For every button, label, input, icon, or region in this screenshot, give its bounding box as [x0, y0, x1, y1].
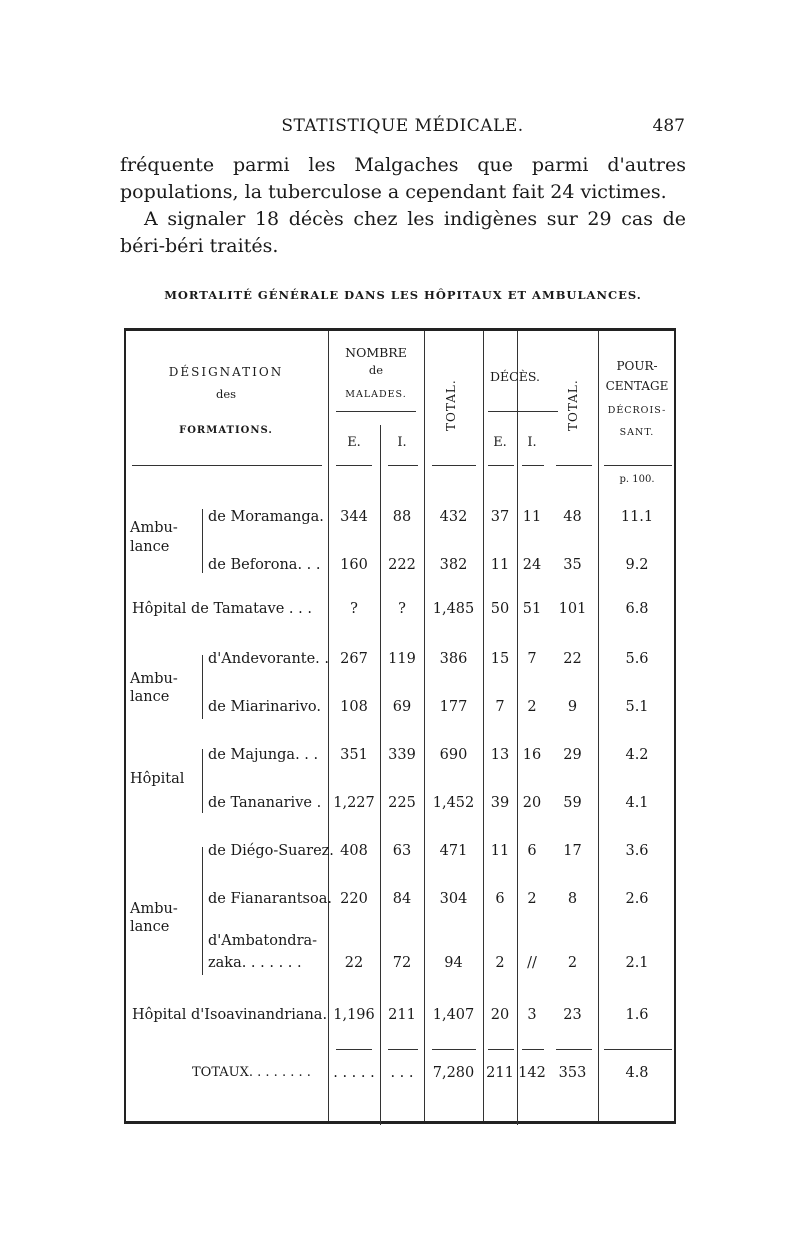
cell-i: 63: [392, 843, 412, 859]
cell-di: //: [527, 955, 537, 971]
row-name: de Miarinarivo.: [208, 699, 321, 715]
cell-i: 72: [392, 955, 412, 971]
cell-i: 119: [388, 651, 416, 667]
totals-label: TOTAUX. . . . . . . .: [192, 1065, 311, 1080]
group-ambulance-1: Ambu-: [130, 520, 178, 536]
group-ambulance-3b: lance: [130, 919, 170, 935]
totals-pct: 4.8: [625, 1065, 649, 1081]
cell-di: 2: [527, 699, 537, 715]
cell-pct: 2.6: [625, 891, 649, 907]
cell-total: 690: [439, 747, 468, 763]
totals-deces-total: 353: [558, 1065, 587, 1081]
paragraph-1: fréquente parmi les Malgaches que parmi d'autres populations, la tuberculose a cependant fait 24 victimes.: [120, 154, 686, 203]
header-pct-1: POUR-: [616, 359, 658, 373]
cell-e: 108: [340, 699, 368, 715]
cell-e: 22: [344, 955, 364, 971]
header-total-deces: TOTAL.: [566, 379, 580, 431]
group-ambulance-2: Ambu-: [130, 671, 178, 687]
row-name: de Majunga. . .: [208, 747, 319, 763]
cell-pct: 1.6: [625, 1007, 649, 1023]
totals-deces-e: 211: [486, 1065, 514, 1081]
header-e: E.: [347, 435, 361, 450]
group-ambulance-1b: lance: [130, 539, 170, 555]
totals-total: 7,280: [432, 1065, 475, 1081]
cell-total: 1,407: [432, 1007, 475, 1023]
cell-di: 16: [522, 747, 542, 763]
cell-dtotal: 48: [563, 509, 582, 525]
row-name: de Diégo-Suarez.: [208, 843, 334, 859]
cell-pct: 2.1: [625, 955, 649, 971]
header-pct-4: SANT.: [619, 427, 655, 438]
cell-di: 3: [527, 1007, 537, 1023]
cell-i: 222: [388, 557, 416, 573]
cell-total: 1,452: [432, 795, 475, 811]
cell-de: 6: [495, 891, 505, 907]
cell-total: 177: [439, 699, 468, 715]
cell-dtotal: 59: [563, 795, 582, 811]
cell-pct: 11.1: [620, 509, 654, 525]
cell-dtotal: 23: [563, 1007, 582, 1023]
paragraph-2: A signaler 18 décès chez les indigènes sur 29 cas de béri-béri traités.: [120, 208, 686, 257]
header-deces-e: E.: [493, 435, 507, 450]
cell-pct: 9.2: [625, 557, 649, 573]
cell-total: 94: [444, 955, 463, 971]
row-name: de Fianarantsoa.: [208, 891, 332, 907]
cell-e: 220: [340, 891, 368, 907]
cell-de: 20: [490, 1007, 510, 1023]
cell-e: 1,227: [333, 795, 375, 811]
running-header: [120, 116, 685, 140]
cell-dtotal: 2: [567, 955, 578, 971]
cell-pct: 5.1: [625, 699, 649, 715]
header-pct-2: CENTAGE: [605, 379, 669, 393]
header-total: TOTAL.: [444, 379, 458, 431]
row-name: zaka. . . . . . .: [208, 955, 302, 971]
cell-i: 211: [388, 1007, 416, 1023]
cell-di: 7: [527, 651, 537, 667]
cell-de: 13: [490, 747, 510, 763]
mortality-table: [124, 328, 676, 1124]
cell-de: 7: [495, 699, 505, 715]
cell-e: 408: [340, 843, 368, 859]
cell-e: 351: [340, 747, 368, 763]
page-number: 487: [652, 116, 685, 136]
cell-total: 304: [439, 891, 468, 907]
header-designation: DÉSIGNATION: [168, 365, 284, 379]
running-title: STATISTIQUE MÉDICALE.: [281, 116, 524, 136]
cell-i: 339: [388, 747, 416, 763]
cell-di: 24: [522, 557, 542, 573]
cell-pct: 4.2: [625, 747, 649, 763]
cell-e: ?: [350, 601, 358, 617]
group-ambulance-2b: lance: [130, 689, 170, 705]
cell-de: 11: [490, 557, 510, 573]
header-deces: DÉCÈS.: [490, 369, 540, 384]
group-hopital: Hôpital: [130, 771, 185, 787]
cell-di: 51: [522, 601, 542, 617]
header-des: des: [215, 387, 237, 401]
cell-total: 432: [439, 509, 468, 525]
row-name: d'Andevorante. .: [208, 651, 330, 667]
cell-de: 39: [490, 795, 510, 811]
cell-di: 11: [522, 509, 542, 525]
row-name: de Moramanga.: [208, 509, 324, 525]
row-name: de Beforona. . .: [208, 557, 321, 573]
cell-di: 20: [522, 795, 542, 811]
cell-total: 382: [439, 557, 468, 573]
cell-pct: 6.8: [625, 601, 649, 617]
cell-pct: 4.1: [625, 795, 649, 811]
cell-de: 50: [490, 601, 510, 617]
body-text: [120, 152, 686, 260]
row-name: de Tananarive .: [208, 795, 322, 811]
cell-total: 1,485: [432, 601, 475, 617]
group-ambulance-3: Ambu-: [130, 901, 178, 917]
cell-dtotal: 35: [563, 557, 582, 573]
cell-i: 88: [392, 509, 412, 525]
cell-e: 160: [340, 557, 368, 573]
cell-dtotal: 8: [567, 891, 578, 907]
totals-i: . . .: [390, 1065, 414, 1081]
cell-total: 471: [439, 843, 468, 859]
cell-dtotal: 29: [563, 747, 582, 763]
cell-pct: 3.6: [625, 843, 649, 859]
header-pct-3: DÉCROIS-: [607, 405, 667, 416]
pct-unit: p. 100.: [619, 474, 655, 485]
totals-deces-i: 142: [518, 1065, 546, 1081]
header-malades: MALADES.: [345, 389, 407, 400]
cell-dtotal: 101: [558, 601, 587, 617]
cell-i: 225: [388, 795, 416, 811]
cell-total: 386: [439, 651, 468, 667]
row-name: Hôpital d'Isoavinandriana.: [132, 1007, 328, 1023]
row-name: Hôpital de Tamatave . . .: [132, 601, 312, 617]
header-deces-i: I.: [527, 435, 537, 450]
cell-dtotal: 17: [563, 843, 582, 859]
header-formations: FORMATIONS.: [179, 425, 273, 436]
totals-e: . . . . .: [333, 1065, 375, 1081]
header-nombre: NOMBRE: [345, 345, 407, 360]
table-title: MORTALITÉ GÉNÉRALE DANS LES HÔPITAUX ET AMBULANCES.: [164, 288, 642, 302]
header-i: I.: [397, 435, 407, 450]
cell-i: ?: [398, 601, 406, 617]
cell-pct: 5.6: [625, 651, 649, 667]
cell-de: 2: [495, 955, 505, 971]
row-prefix-ambatondra: d'Ambatondra-: [208, 933, 318, 949]
cell-e: 1,196: [333, 1007, 375, 1023]
cell-e: 267: [340, 651, 368, 667]
cell-de: 11: [490, 843, 510, 859]
cell-e: 344: [340, 509, 368, 525]
cell-di: 6: [527, 843, 537, 859]
cell-i: 84: [392, 891, 412, 907]
cell-di: 2: [527, 891, 537, 907]
cell-de: 15: [490, 651, 510, 667]
cell-de: 37: [490, 509, 510, 525]
cell-dtotal: 9: [567, 699, 578, 715]
header-nombre-de: de: [368, 363, 384, 377]
cell-i: 69: [392, 699, 412, 715]
cell-dtotal: 22: [563, 651, 582, 667]
